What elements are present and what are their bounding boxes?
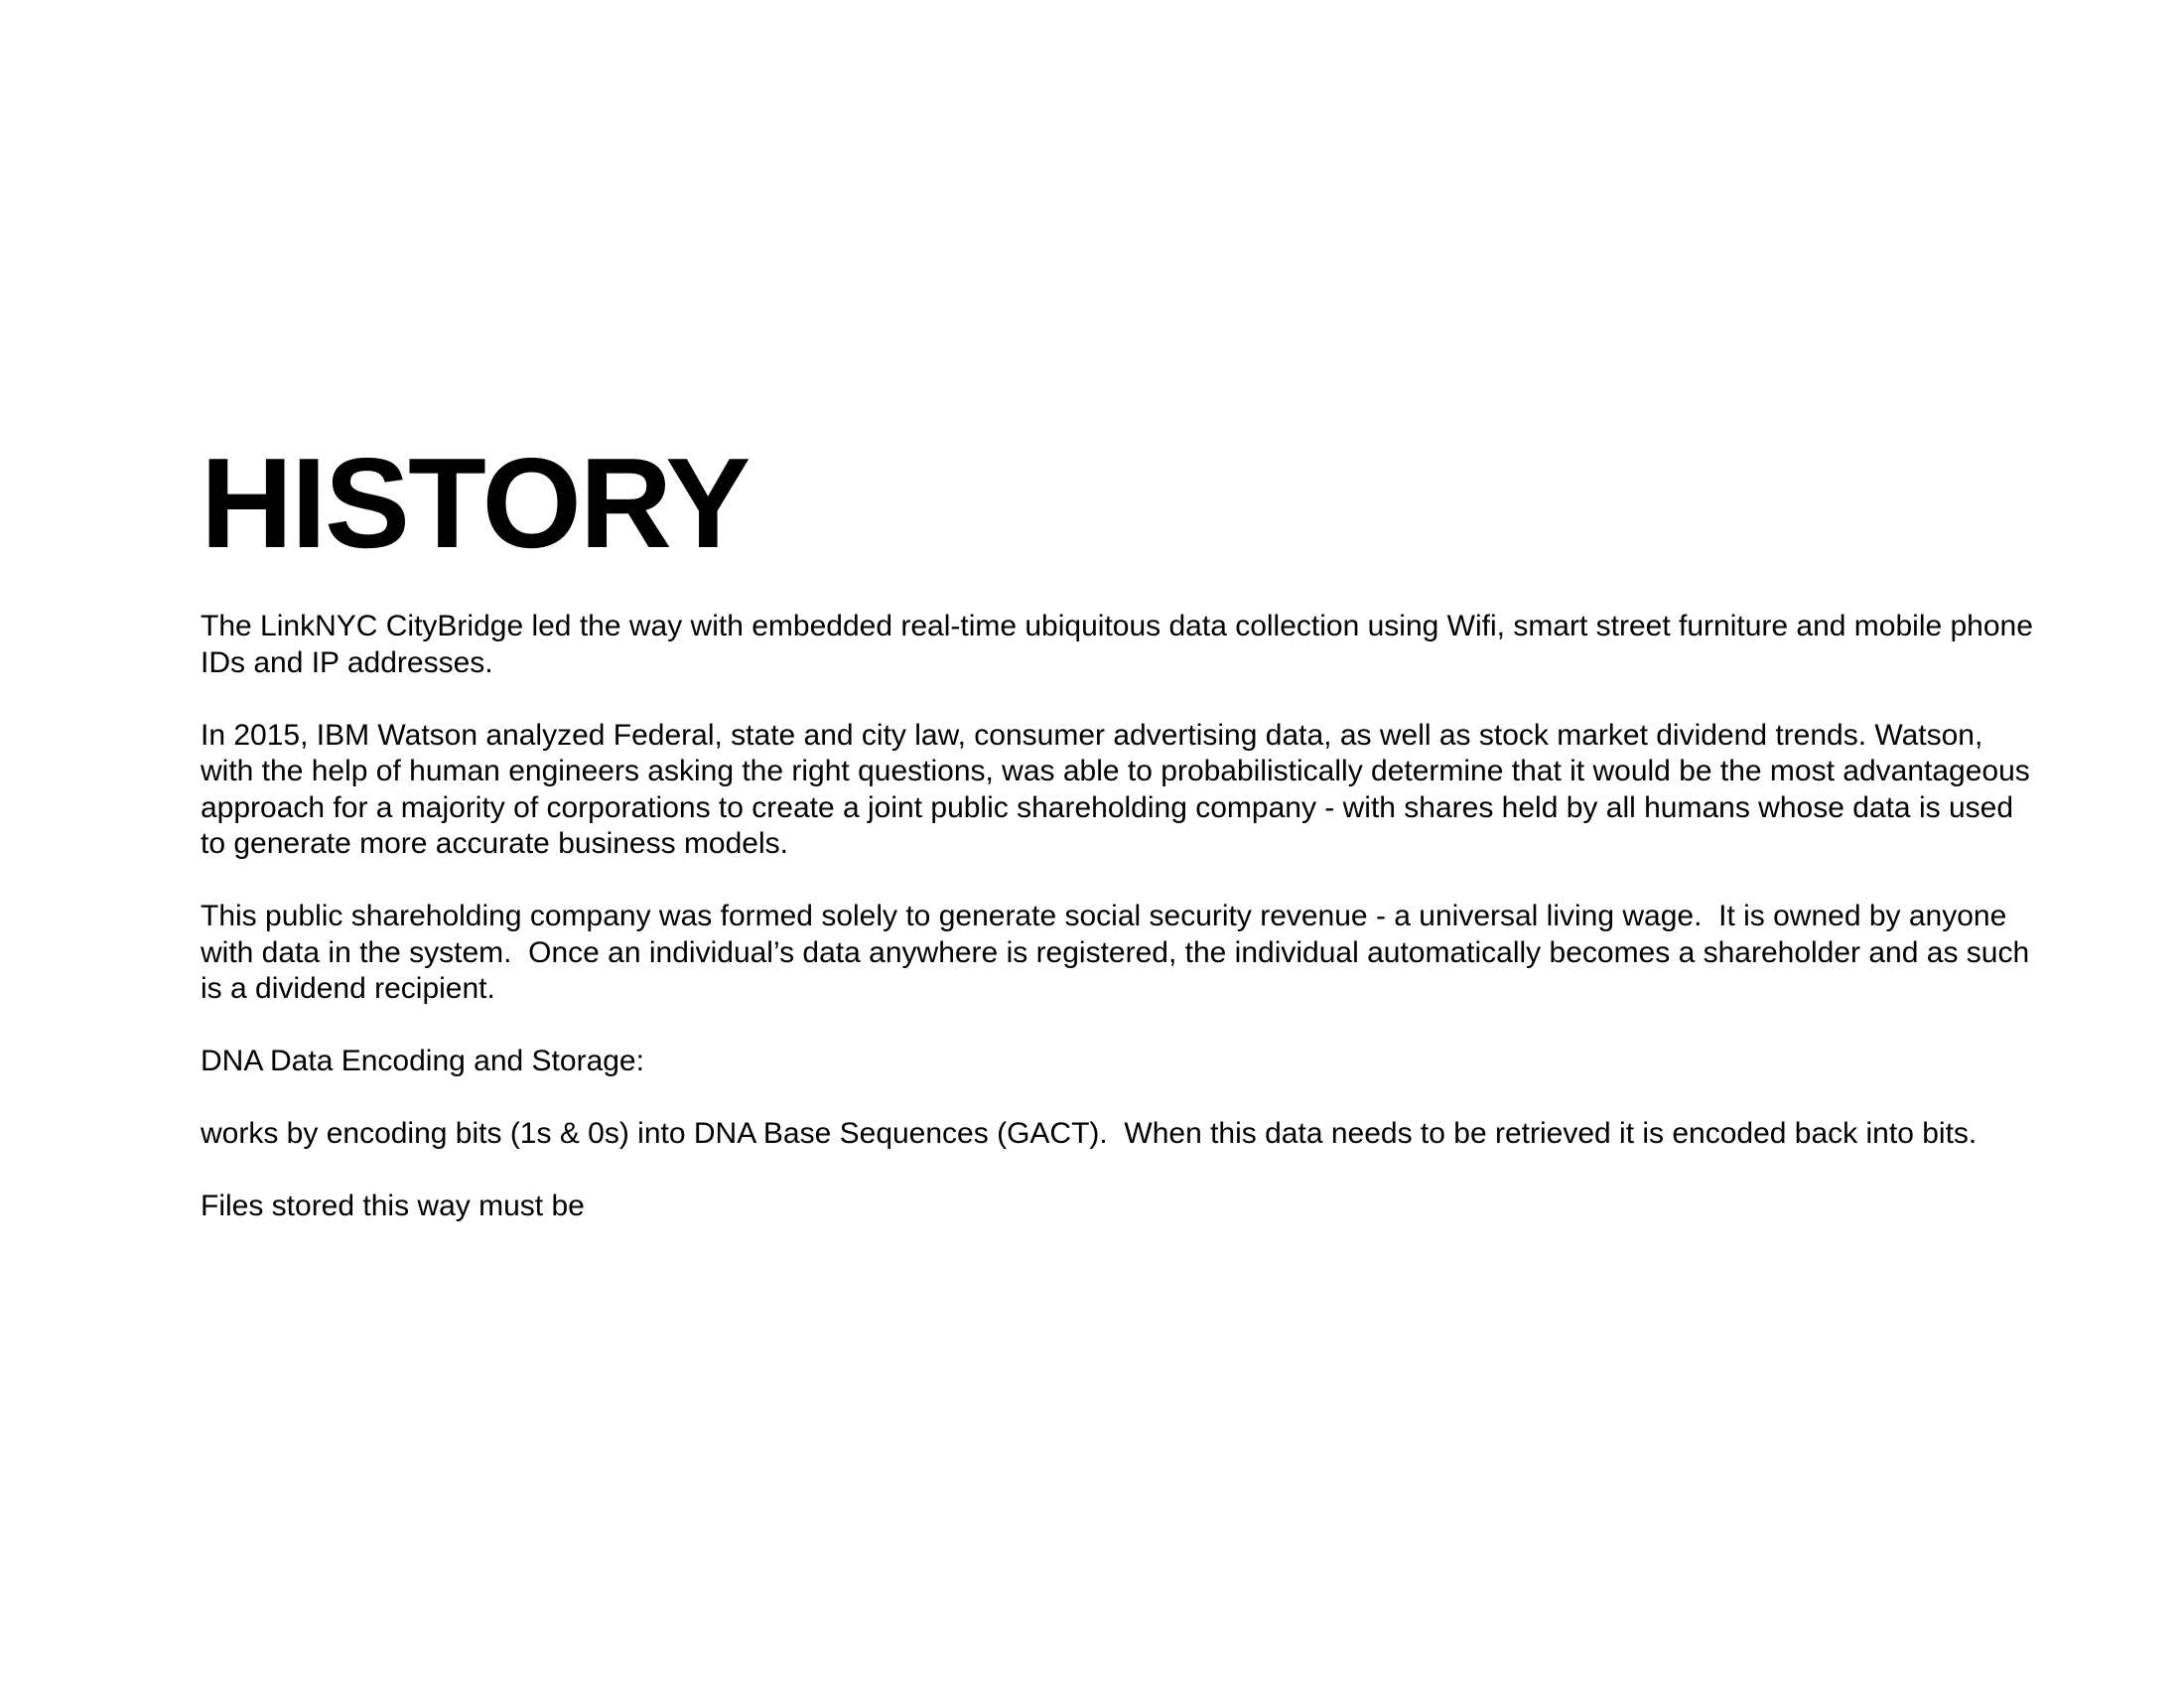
page-title: HISTORY	[201, 432, 750, 575]
document-body	[201, 609, 2042, 1261]
paragraph-linknyc: The LinkNYC CityBridge led the way with embedded real-time ubiquitous data collection using Wifi, smart street furniture and mobile phone IDs and IP addresses.	[201, 610, 2042, 679]
paragraph-dna-encoding: works by encoding bits (1s & 0s) into DNA Base Sequences (GACT). When this data needs to be retrieved it is encoded back into bits.	[201, 1117, 1978, 1150]
document-page	[201, 0, 2042, 1688]
paragraph-files-stored: Files stored this way must be	[201, 1190, 585, 1222]
paragraph-public-shareholding: This public shareholding company was formed solely to generate social security revenue - a universal living wage. It is owned by anyone with data in the system. Once an individual’s data anywhere is registered, the individual automatically becomes a shareholder and as such is a dividend recipient.	[201, 900, 2038, 1005]
paragraph-ibm-watson: In 2015, IBM Watson analyzed Federal, state and city law, consumer advertising data, as well as stock market dividend trends. Watson, with the help of human engineers asking the right questions, was able to probabilistically determine that it would be the most advantageous approach for a majority of corporations to create a joint public shareholding company - with shares held by all humans whose data is used to generate more accurate business models.	[201, 718, 2039, 860]
paragraph-dna-heading: DNA Data Encoding and Storage:	[201, 1045, 644, 1077]
